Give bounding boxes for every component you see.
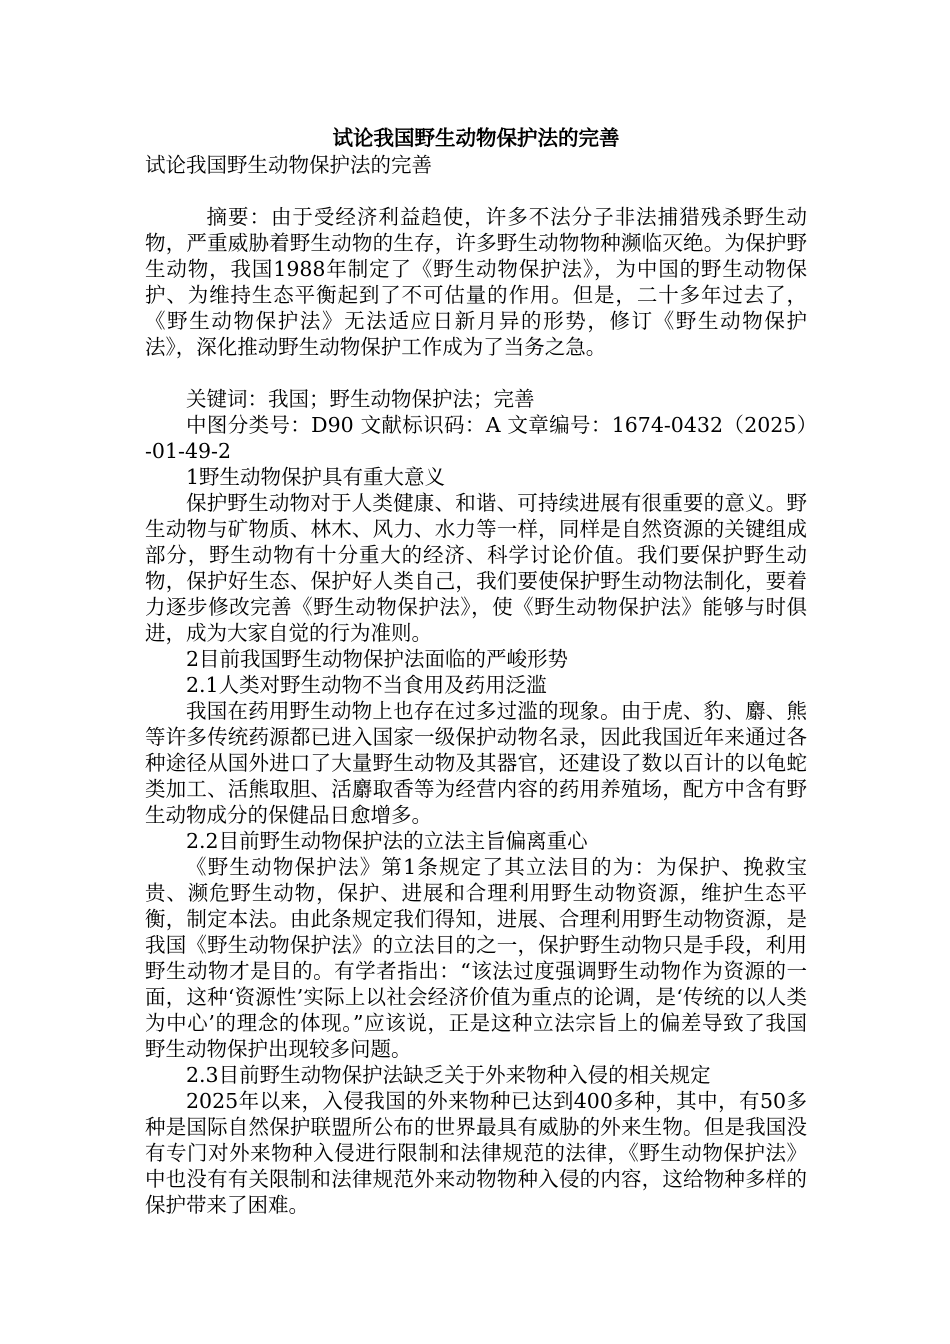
abstract-paragraph: 摘要：由于受经济利益趋使，许多不法分子非法捕猎残杀野生动物，严重威胁着野生动物的生存，许多野生动物物种濒临灭绝。为保护野生动物，我国1988年制定了《野生动物保护法》，为中国的野生动物保护、为维持生态平衡起到了不可估量的作用。但是，二十多年过去了，《野生动物保护法》无法适应日新月异的形势，修订《野生动物保护法》，深化推动野生动物保护工作成为了当务之急。	[145, 205, 807, 359]
document-subtitle: 试论我国野生动物保护法的完善	[145, 153, 432, 177]
document-title: 试论我国野生动物保护法的完善	[332, 126, 620, 150]
body-paragraph: 我国在药用野生动物上也存在过多过滥的现象。由于虎、豹、麝、熊等许多传统药源都已进入国家一级保护动物名录，因此我国近年来通过各种途径从国外进口了大量野生动物及其器官，还建设了数以百计的以龟蛇类加工、活熊取胆、活麝取香等为经营内容的药用养殖场，配方中含有野生动物成分的保健品日愈增多。	[145, 699, 807, 827]
body-paragraph: 《野生动物保护法》第1条规定了其立法目的为：为保护、挽救宝贵、濒危野生动物，保护、进展和合理利用野生动物资源，维护生态平衡，制定本法。由此条规定我们得知，进展、合理利用野生动物资源，是我国《野生动物保护法》的立法目的之一，保护野生动物只是手段，利用野生动物才是目的。有学者指出：“该法过度强调野生动物作为资源的一面，这种‘资源性’实际上以社会经济价值为重点的论调，是‘传统的以人类为中心’的理念的体现。”应该说，正是这种立法宗旨上的偏差导致了我国野生动物保护出现较多问题。	[145, 855, 807, 1061]
subsection-heading: 2.1人类对野生动物不当食用及药用泛滥	[186, 673, 547, 697]
section-heading: 1野生动物保护具有重大意义	[186, 465, 446, 489]
classification-line: 中图分类号：D90 文献标识码：A 文章编号：1674-0432（2025）-01-49-2	[145, 413, 807, 463]
section-heading: 2目前我国野生动物保护法面临的严峻形势	[186, 647, 569, 671]
keywords-line: 关键词：我国；野生动物保护法；完善	[186, 387, 535, 411]
blank-line	[145, 360, 807, 386]
subsection-heading: 2.3目前野生动物保护法缺乏关于外来物种入侵的相关规定	[186, 1063, 711, 1087]
body-paragraph: 2025年以来，入侵我国的外来物种已达到400多种，其中，有50多种是国际自然保护联盟所公布的世界最具有威胁的外来生物。但是我国没有专门对外来物种入侵进行限制和法律规范的法律，《野生动物保护法》中也没有有关限制和法律规范外来动物物种入侵的内容，这给物种多样的保护带来了困难。	[145, 1089, 807, 1217]
blank-line	[145, 178, 807, 204]
body-paragraph: 保护野生动物对于人类健康、和谐、可持续进展有很重要的意义。野生动物与矿物质、林木、风力、水力等一样，同样是自然资源的关键组成部分，野生动物有十分重大的经济、科学讨论价值。我们要保护野生动物，保护好生态、保护好人类自己，我们要使保护野生动物法制化，要着力逐步修改完善《野生动物保护法》，使《野生动物保护法》能够与时俱进，成为大家自觉的行为准则。	[145, 491, 807, 645]
subsection-heading: 2.2目前野生动物保护法的立法主旨偏离重心	[186, 829, 588, 853]
document-page	[145, 124, 807, 1218]
